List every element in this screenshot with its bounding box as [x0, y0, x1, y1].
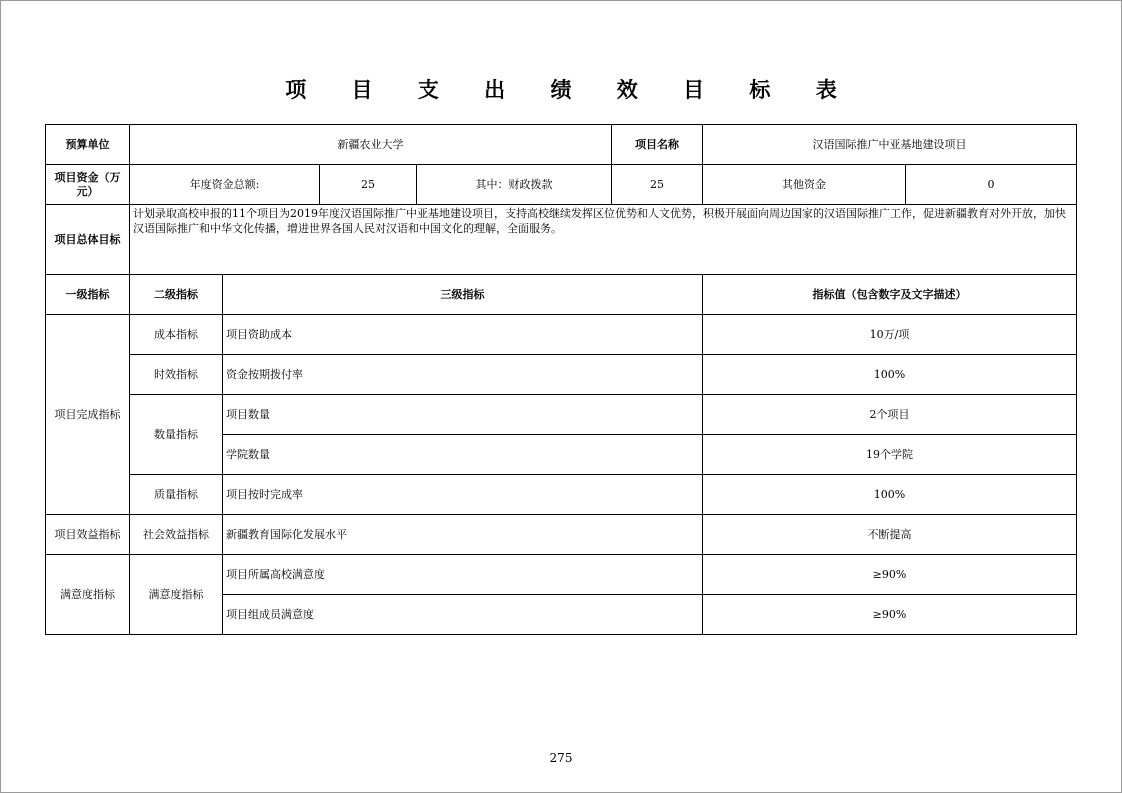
table-row [46, 315, 1077, 355]
level2-cost: 成本指标 [130, 315, 223, 355]
project-name-label: 项目名称 [612, 125, 703, 165]
level2-quality: 质量指标 [130, 475, 223, 515]
indicator-cell: 资金按期拨付率 [223, 355, 703, 395]
header-row [46, 125, 1077, 165]
col-level2-header: 二级指标 [130, 275, 223, 315]
indicator-cell: 项目所属高校满意度 [223, 555, 703, 595]
table-row [46, 515, 1077, 555]
group-satisfaction: 满意度指标 [46, 555, 130, 635]
budget-unit-value: 新疆农业大学 [130, 125, 612, 165]
indicator-value-cell: ≥90% [703, 555, 1077, 595]
indicator-value-cell: ≥90% [703, 595, 1077, 635]
indicator-cell: 学院数量 [223, 435, 703, 475]
indicator-cell: 项目按时完成率 [223, 475, 703, 515]
level2-satisfaction: 满意度指标 [130, 555, 223, 635]
indicator-value-cell: 100% [703, 475, 1077, 515]
overall-goal-label: 项目总体目标 [46, 205, 130, 275]
level2-social: 社会效益指标 [130, 515, 223, 555]
group-benefit: 项目效益指标 [46, 515, 130, 555]
indicator-cell: 新疆教育国际化发展水平 [223, 515, 703, 555]
level2-quantity: 数量指标 [130, 395, 223, 475]
table-row [46, 355, 1077, 395]
table-row [46, 395, 1077, 435]
funds-label: 项目资金（万元） [46, 165, 130, 205]
overall-goal-row [46, 205, 1077, 275]
indicator-value-cell: 2个项目 [703, 395, 1077, 435]
funds-row [46, 165, 1077, 205]
funds-other-value: 0 [906, 165, 1077, 205]
overall-goal-text: 计划录取高校申报的11个项目为2019年度汉语国际推广中亚基地建设项目，支持高校继续发挥区位优势和人文优势，积极开展面向周边国家的汉语国际推广工作，促进新疆教育对外开放，加快汉语国际推广和中华文化传播，增进世界各国人民对汉语和中国文化的理解，全面服务。 [130, 205, 1077, 275]
project-name-value: 汉语国际推广中亚基地建设项目 [703, 125, 1077, 165]
budget-unit-label: 预算单位 [46, 125, 130, 165]
funds-total-value: 25 [320, 165, 417, 205]
indicator-value-cell: 不断提高 [703, 515, 1077, 555]
indicator-value-cell: 10万/项 [703, 315, 1077, 355]
col-level3-header: 三级指标 [223, 275, 703, 315]
indicator-cell: 项目组成员满意度 [223, 595, 703, 635]
funds-other-label: 其他资金 [703, 165, 906, 205]
page-number: 275 [549, 751, 573, 765]
column-header-row [46, 275, 1077, 315]
indicator-cell: 项目资助成本 [223, 315, 703, 355]
table-row [46, 555, 1077, 595]
indicator-value-cell: 19个学院 [703, 435, 1077, 475]
group-completion: 项目完成指标 [46, 315, 130, 515]
col-level1-header: 一级指标 [46, 275, 130, 315]
level2-timeliness: 时效指标 [130, 355, 223, 395]
indicator-value-cell: 100% [703, 355, 1077, 395]
col-value-header: 指标值（包含数字及文字描述） [703, 275, 1077, 315]
table-row [46, 475, 1077, 515]
funds-fiscal-label: 其中：财政拨款 [417, 165, 612, 205]
indicator-cell: 项目数量 [223, 395, 703, 435]
funds-fiscal-value: 25 [612, 165, 703, 205]
funds-total-label: 年度资金总额: [130, 165, 320, 205]
page-title: 项 目 支 出 绩 效 目 标 表 [285, 78, 856, 102]
performance-table [45, 124, 1077, 635]
